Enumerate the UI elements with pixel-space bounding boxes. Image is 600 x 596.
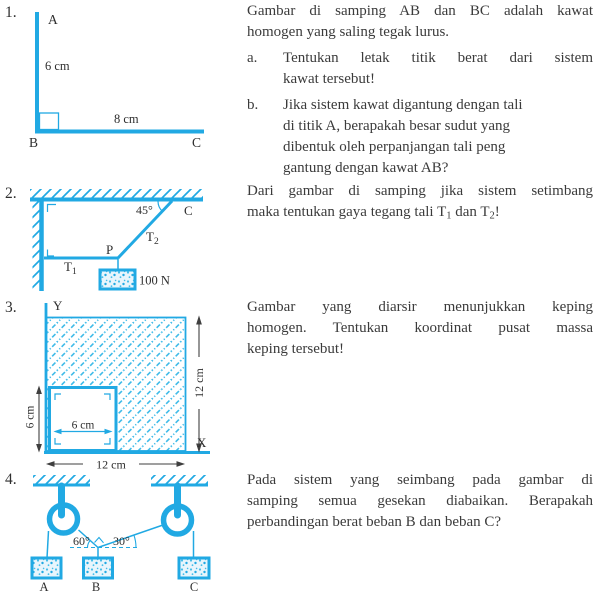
figure-wire-ab-bc (0, 0, 230, 175)
paragraph-line: maka tentukan gaya tegang tali T1 dan T2! (247, 204, 500, 222)
paragraph-line: keping tersebut! (247, 341, 345, 357)
dim-bc-label: 8 cm (114, 112, 139, 126)
paragraph-line: homogen. Tentukan koordinat pusat massa (247, 320, 593, 336)
t2-subscript: 2 (489, 210, 495, 222)
weight-b-block (84, 558, 113, 578)
problem-1-number: 1. (5, 4, 17, 21)
point-b-label: B (29, 135, 39, 150)
point-a-label: A (48, 12, 58, 27)
problem-3-text (247, 297, 593, 360)
point-p-label: P (106, 242, 114, 257)
dim-left-label: 6 cm (24, 405, 37, 429)
paragraph-line: Gambar yang diarsir menunjukkan keping (247, 299, 593, 315)
pulleys (50, 486, 192, 534)
problem-4-number: 4. (5, 471, 17, 488)
item-a-label: a. (247, 50, 258, 66)
paragraph-line: Pada sistem yang seimbang pada gambar di (247, 472, 593, 488)
point-c-label: C (184, 203, 193, 218)
ceiling-left-hatch (33, 475, 90, 484)
paragraph-line: Dari gambar di samping jika sistem setimbang (247, 183, 593, 199)
weight-blocks (32, 558, 209, 578)
weight-100n-label: 100 N (139, 273, 170, 288)
ceiling-hatch (30, 189, 203, 198)
problem-3-number: 3. (5, 299, 17, 316)
list-item-a (247, 48, 593, 90)
figure-rope-tension (0, 178, 235, 298)
point-c-label: C (192, 135, 202, 150)
t2-label: $T_2$ (146, 229, 159, 247)
weight-block (100, 270, 135, 289)
item-b-label: b. (247, 97, 259, 113)
list-item-b (247, 95, 593, 179)
figure-pulley-system (0, 462, 235, 596)
item-b-body: Jika sistem kawat digantung dengan tali di titik A, berapakah besar sudut yang dibentuk oleh perpanjangan tali peng gantung dengan kawat AB? (283, 97, 523, 176)
weight-c-block (179, 558, 209, 578)
problem-2-number: 2. (5, 185, 17, 202)
dim-ab-label: 6 cm (45, 59, 70, 73)
right-angle-mark (40, 113, 59, 130)
problem-2-text (247, 181, 593, 227)
dim-inner-label: 6 cm (71, 419, 95, 432)
paragraph-line: perbandingan berat beban B dan beban C? (247, 514, 502, 530)
x-axis-label: X (197, 435, 207, 450)
paragraph-line: homogen yang saling tegak lurus. (247, 24, 450, 40)
dim-bottom-label: 12 cm (96, 457, 126, 472)
figure-hatched-plate (0, 295, 235, 475)
angle-45-label: 45° (136, 203, 153, 217)
item-a-body: Tentukan letak titik berat dari sistem kawat tersebut! (283, 50, 593, 87)
angle-60-label: 60° (73, 534, 90, 548)
problem-4-text (247, 470, 593, 533)
paragraph-line: samping semua gesekan diabaikan. Berapakah (247, 493, 593, 509)
weight-c-label: C (189, 580, 199, 594)
weight-b-label: B (91, 580, 101, 594)
weight-a-block (32, 558, 61, 578)
angle-30-label: 30° (113, 534, 130, 548)
t1-subscript: 1 (446, 210, 452, 222)
weight-a-label: A (39, 580, 49, 594)
dim-right-label: 12 cm (192, 368, 206, 398)
angle-arc (158, 202, 162, 212)
paragraph-line: Gambar di samping AB dan BC adalah kawat (247, 3, 593, 19)
ceiling-right-hatch (151, 475, 208, 484)
t1-label: $T_1$ (64, 259, 77, 277)
right-angle-mark (95, 538, 104, 543)
y-axis-label: Y (53, 298, 63, 313)
problem-1-text (247, 1, 593, 179)
